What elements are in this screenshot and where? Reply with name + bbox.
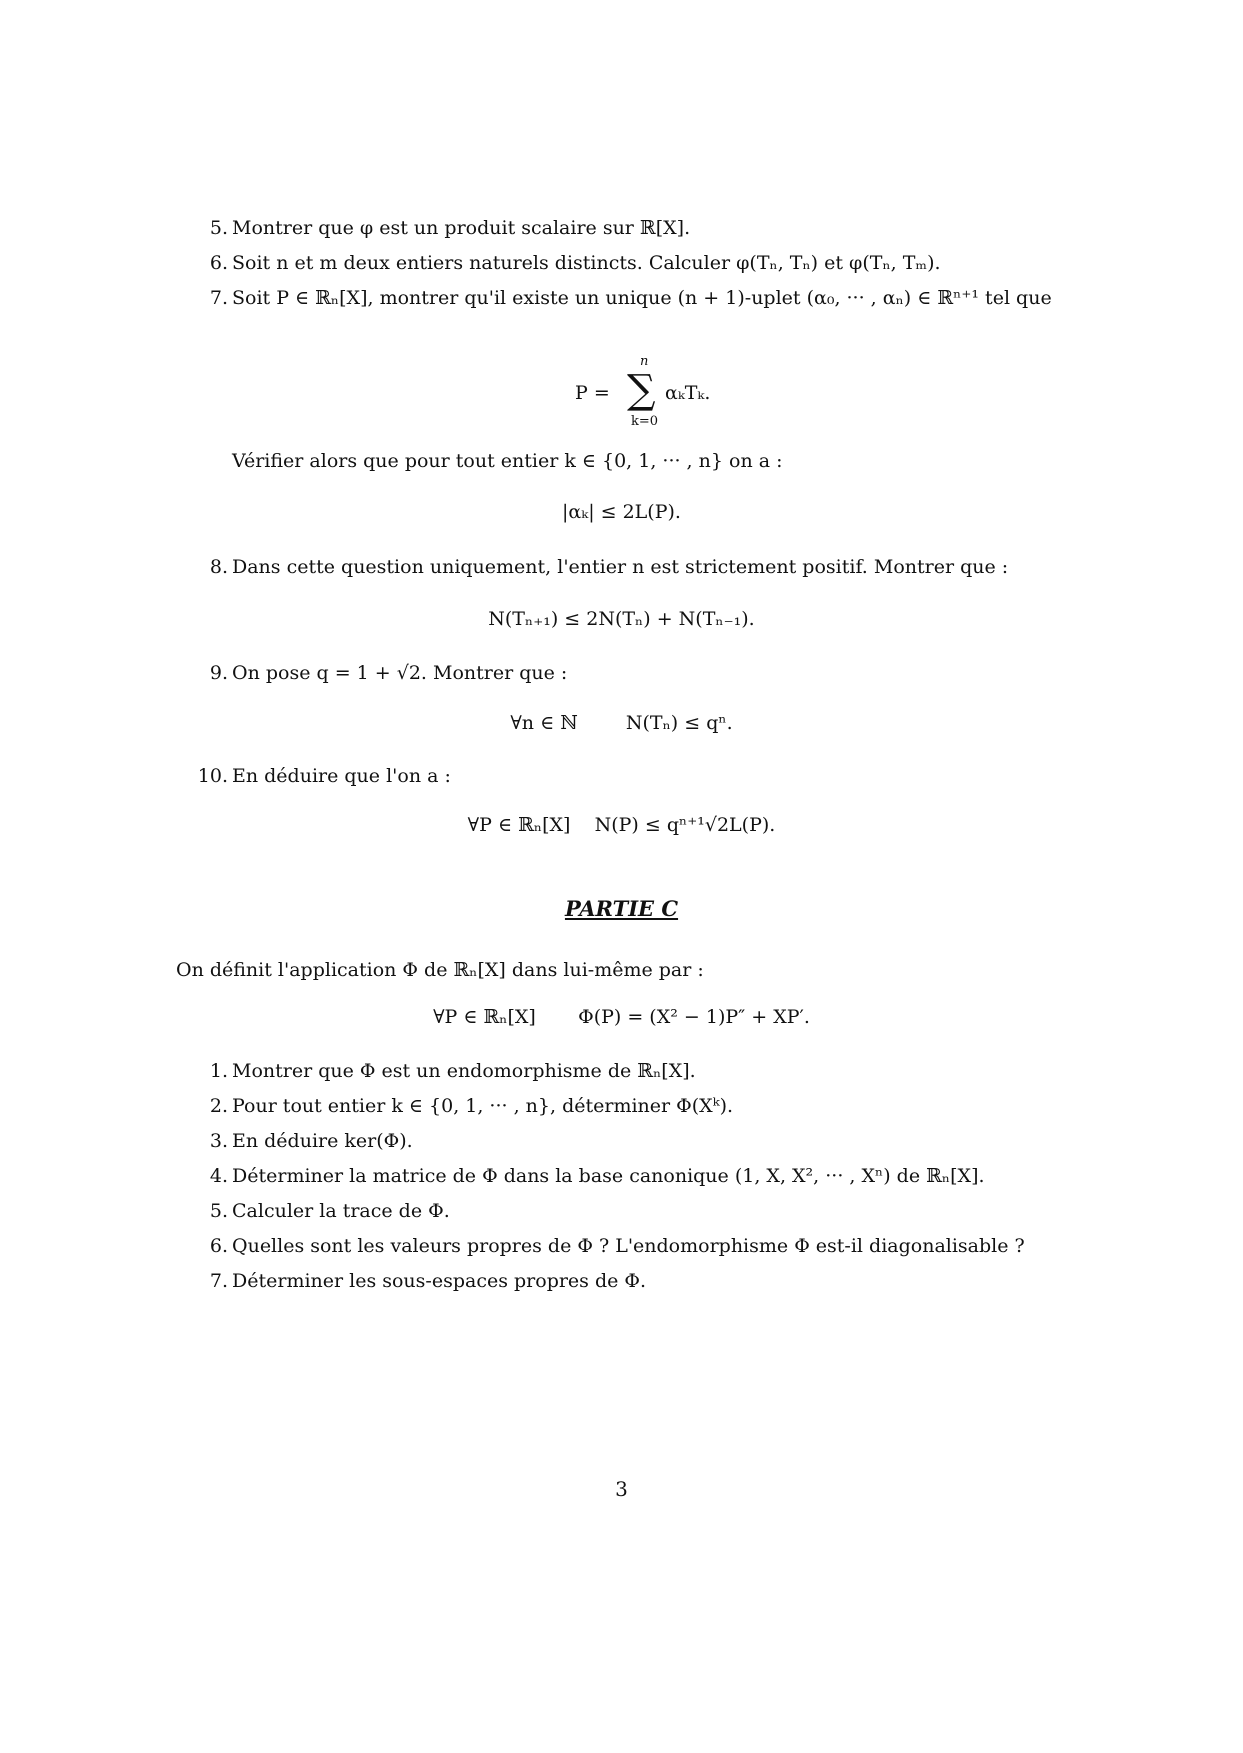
- item-number: 6.: [209, 252, 228, 274]
- section-heading: PARTIE C: [564, 896, 679, 921]
- item-number: 9.: [209, 662, 228, 684]
- item7-verify-text: Vérifier alors que pour tout entier k ∈ {0, 1, ··· , n} on a :: [232, 450, 783, 472]
- item-text: Soit n et m deux entiers naturels distincts. Calculer φ(Tₙ, Tₙ) et φ(Tₙ, Tₘ).: [232, 252, 941, 274]
- sum-upper-bound: n: [640, 354, 649, 369]
- item-text: Déterminer la matrice de Φ dans la base canonique (1, X, X², ··· , Xⁿ) de ℝₙ[X].: [232, 1165, 985, 1187]
- sum-rhs: αₖTₖ.: [665, 382, 711, 404]
- item-text: Déterminer les sous-espaces propres de Φ.: [232, 1270, 647, 1292]
- item-number: 1.: [209, 1060, 228, 1082]
- item-text: Calculer la trace de Φ.: [232, 1200, 450, 1222]
- item-text: Montrer que φ est un produit scalaire sur ℝ[X].: [232, 217, 691, 239]
- item-number: 4.: [209, 1165, 228, 1187]
- item-number: 5.: [209, 1200, 228, 1222]
- item10-formula: ∀P ∈ ℝₙ[X] N(P) ≤ qⁿ⁺¹√2L(P).: [467, 814, 776, 836]
- item-number: 3.: [209, 1130, 228, 1152]
- item-text: Pour tout entier k ∈ {0, 1, ··· , n}, déterminer Φ(Xᵏ).: [232, 1095, 734, 1117]
- item-number: 2.: [209, 1095, 228, 1117]
- item-number: 10.: [197, 765, 228, 787]
- item-text: En déduire ker(Φ).: [232, 1130, 413, 1152]
- part-c-intro: On définit l'application Φ de ℝₙ[X] dans lui-même par :: [176, 959, 704, 981]
- sigma-symbol: ∑: [627, 367, 656, 413]
- item-text: Soit P ∈ ℝₙ[X], montrer qu'il existe un unique (n + 1)-uplet (α₀, ··· , αₙ) ∈ ℝⁿ⁺¹ tel que: [232, 287, 1052, 309]
- item9-formula: ∀n ∈ ℕ N(Tₙ) ≤ qⁿ.: [510, 712, 733, 734]
- item-text: Montrer que Φ est un endomorphisme de ℝₙ[X].: [232, 1060, 696, 1082]
- item-number: 8.: [209, 556, 228, 578]
- item-text: On pose q = 1 + √2. Montrer que :: [232, 662, 568, 684]
- item-text: Quelles sont les valeurs propres de Φ ? L'endomorphisme Φ est-il diagonalisable ?: [232, 1235, 1025, 1257]
- sum-formula: [575, 352, 775, 434]
- sum-lhs: P =: [575, 382, 610, 404]
- item-number: 6.: [209, 1235, 228, 1257]
- part-c-definition: ∀P ∈ ℝₙ[X] Φ(P) = (X² − 1)P″ + XP′.: [433, 1006, 810, 1028]
- item-number: 7.: [209, 287, 228, 309]
- item-text: Dans cette question uniquement, l'entier n est strictement positif. Montrer que :: [232, 556, 1009, 578]
- item7-formula: |αₖ| ≤ 2L(P).: [562, 501, 681, 523]
- item-text: En déduire que l'on a :: [232, 765, 451, 787]
- sum-lower-bound: k=0: [631, 414, 659, 429]
- item8-formula: N(Tₙ₊₁) ≤ 2N(Tₙ) + N(Tₙ₋₁).: [488, 608, 755, 630]
- item-number: 5.: [209, 217, 228, 239]
- item-number: 7.: [209, 1270, 228, 1292]
- page-number: 3: [615, 1477, 628, 1501]
